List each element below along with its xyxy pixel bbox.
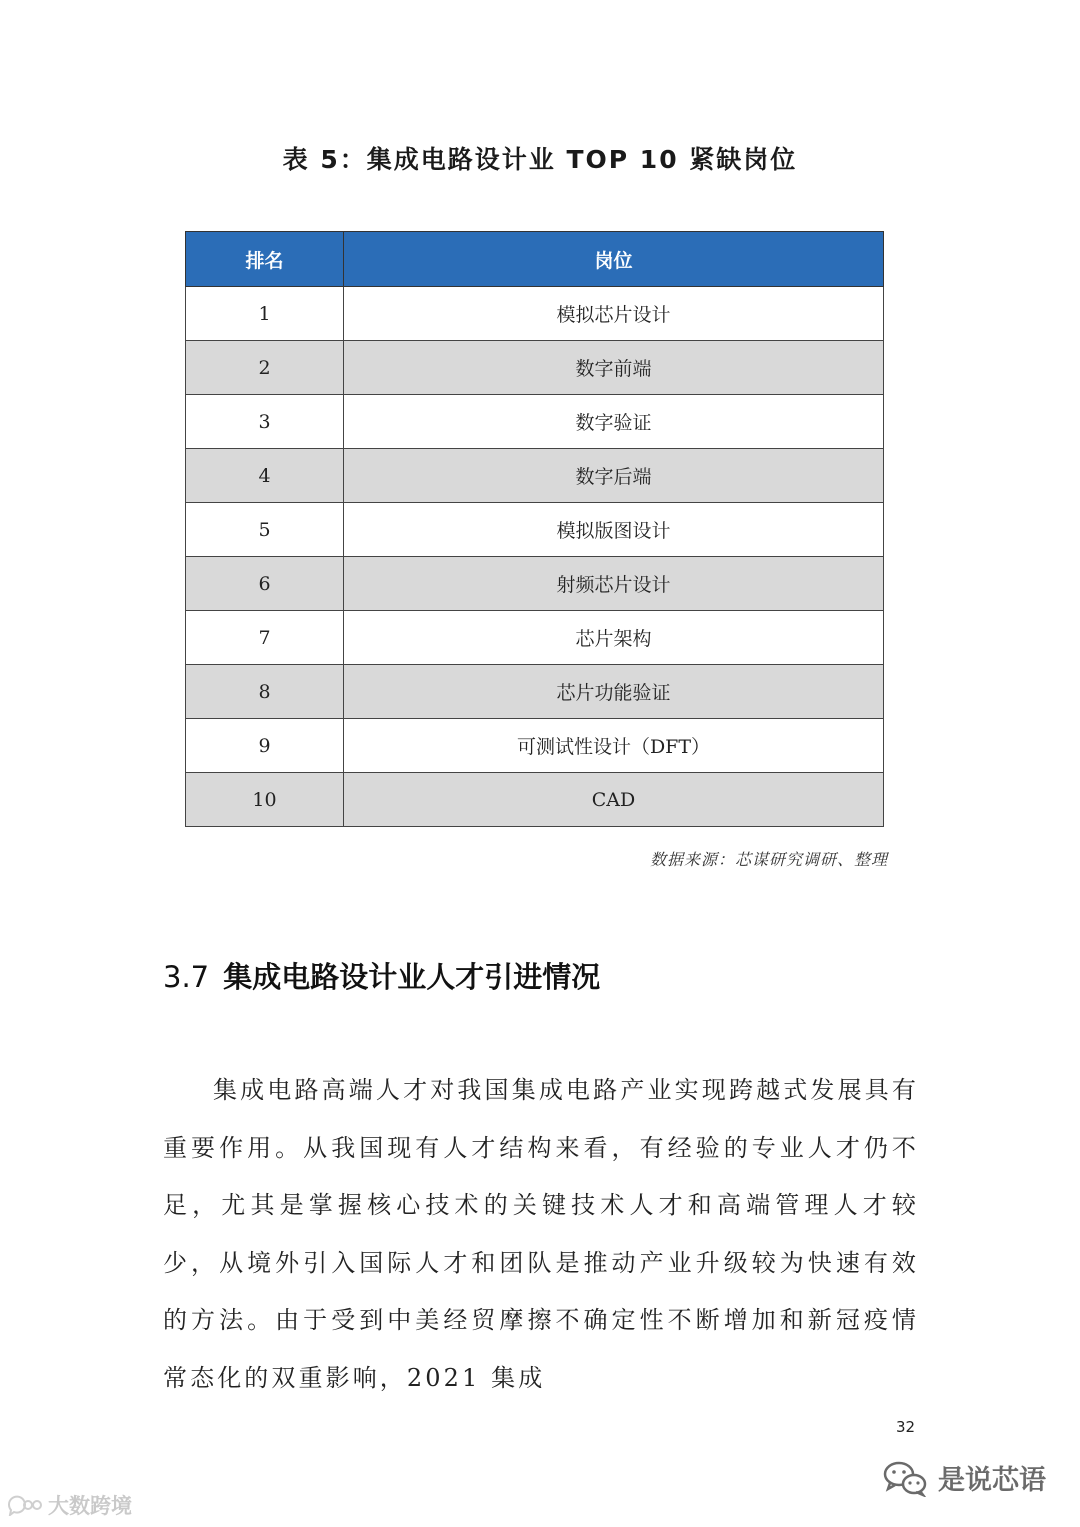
data-source-note: 数据来源：芯谋研究调研、整理 xyxy=(649,850,888,869)
watermark-right-text: 是说芯语 xyxy=(938,1465,1046,1496)
table-row xyxy=(186,719,884,773)
position-cell: 可测试性设计（DFT） xyxy=(344,719,884,773)
table-row xyxy=(186,611,884,665)
position-cell: 数字后端 xyxy=(344,449,884,503)
wechat-icon xyxy=(882,1459,928,1497)
section-heading xyxy=(163,955,600,996)
position-cell: 数字前端 xyxy=(344,341,884,395)
rank-cell: 7 xyxy=(186,611,344,665)
table-row xyxy=(186,395,884,449)
table-row xyxy=(186,341,884,395)
chat-bubble-logo-icon xyxy=(6,1494,42,1516)
table-row xyxy=(186,287,884,341)
watermark-left xyxy=(6,1490,132,1520)
header-rank: 排名 xyxy=(186,232,344,287)
table-row xyxy=(186,557,884,611)
position-cell: CAD xyxy=(344,773,884,827)
table-row xyxy=(186,665,884,719)
table-row xyxy=(186,773,884,827)
header-position: 岗位 xyxy=(344,232,884,287)
shortage-positions-table xyxy=(185,231,884,827)
rank-cell: 3 xyxy=(186,395,344,449)
position-cell: 芯片功能验证 xyxy=(344,665,884,719)
page-number: 32 xyxy=(896,1418,916,1436)
rank-cell: 9 xyxy=(186,719,344,773)
rank-cell: 2 xyxy=(186,341,344,395)
section-title: 集成电路设计业人才引进情况 xyxy=(223,960,601,994)
position-cell: 模拟芯片设计 xyxy=(344,287,884,341)
table-title: 表 5：集成电路设计业 TOP 10 紧缺岗位 xyxy=(282,145,798,174)
rank-cell: 1 xyxy=(186,287,344,341)
rank-cell: 10 xyxy=(186,773,344,827)
table-row xyxy=(186,503,884,557)
rank-cell: 5 xyxy=(186,503,344,557)
rank-cell: 4 xyxy=(186,449,344,503)
watermark-right xyxy=(882,1458,1046,1497)
table-row xyxy=(186,449,884,503)
table-header-row xyxy=(186,232,884,287)
body-paragraph: 集成电路高端人才对我国集成电路产业实现跨越式发展具有重要作用。从我国现有人才结构来看，有经验的专业人才仍不足，尤其是掌握核心技术的关键技术人才和高端管理人才较少，从境外引入国际人才和团队是推动产业升级较为快速有效的方法。由于受到中美经贸摩擦不确定性不断增加和新冠疫情常态化的双重影响，2021 集成 xyxy=(163,1076,919,1392)
rank-cell: 8 xyxy=(186,665,344,719)
watermark-left-text: 大数跨境 xyxy=(48,1494,132,1518)
position-cell: 芯片架构 xyxy=(344,611,884,665)
section-number: 3.7 xyxy=(163,960,210,994)
position-cell: 射频芯片设计 xyxy=(344,557,884,611)
rank-cell: 6 xyxy=(186,557,344,611)
position-cell: 模拟版图设计 xyxy=(344,503,884,557)
position-cell: 数字验证 xyxy=(344,395,884,449)
